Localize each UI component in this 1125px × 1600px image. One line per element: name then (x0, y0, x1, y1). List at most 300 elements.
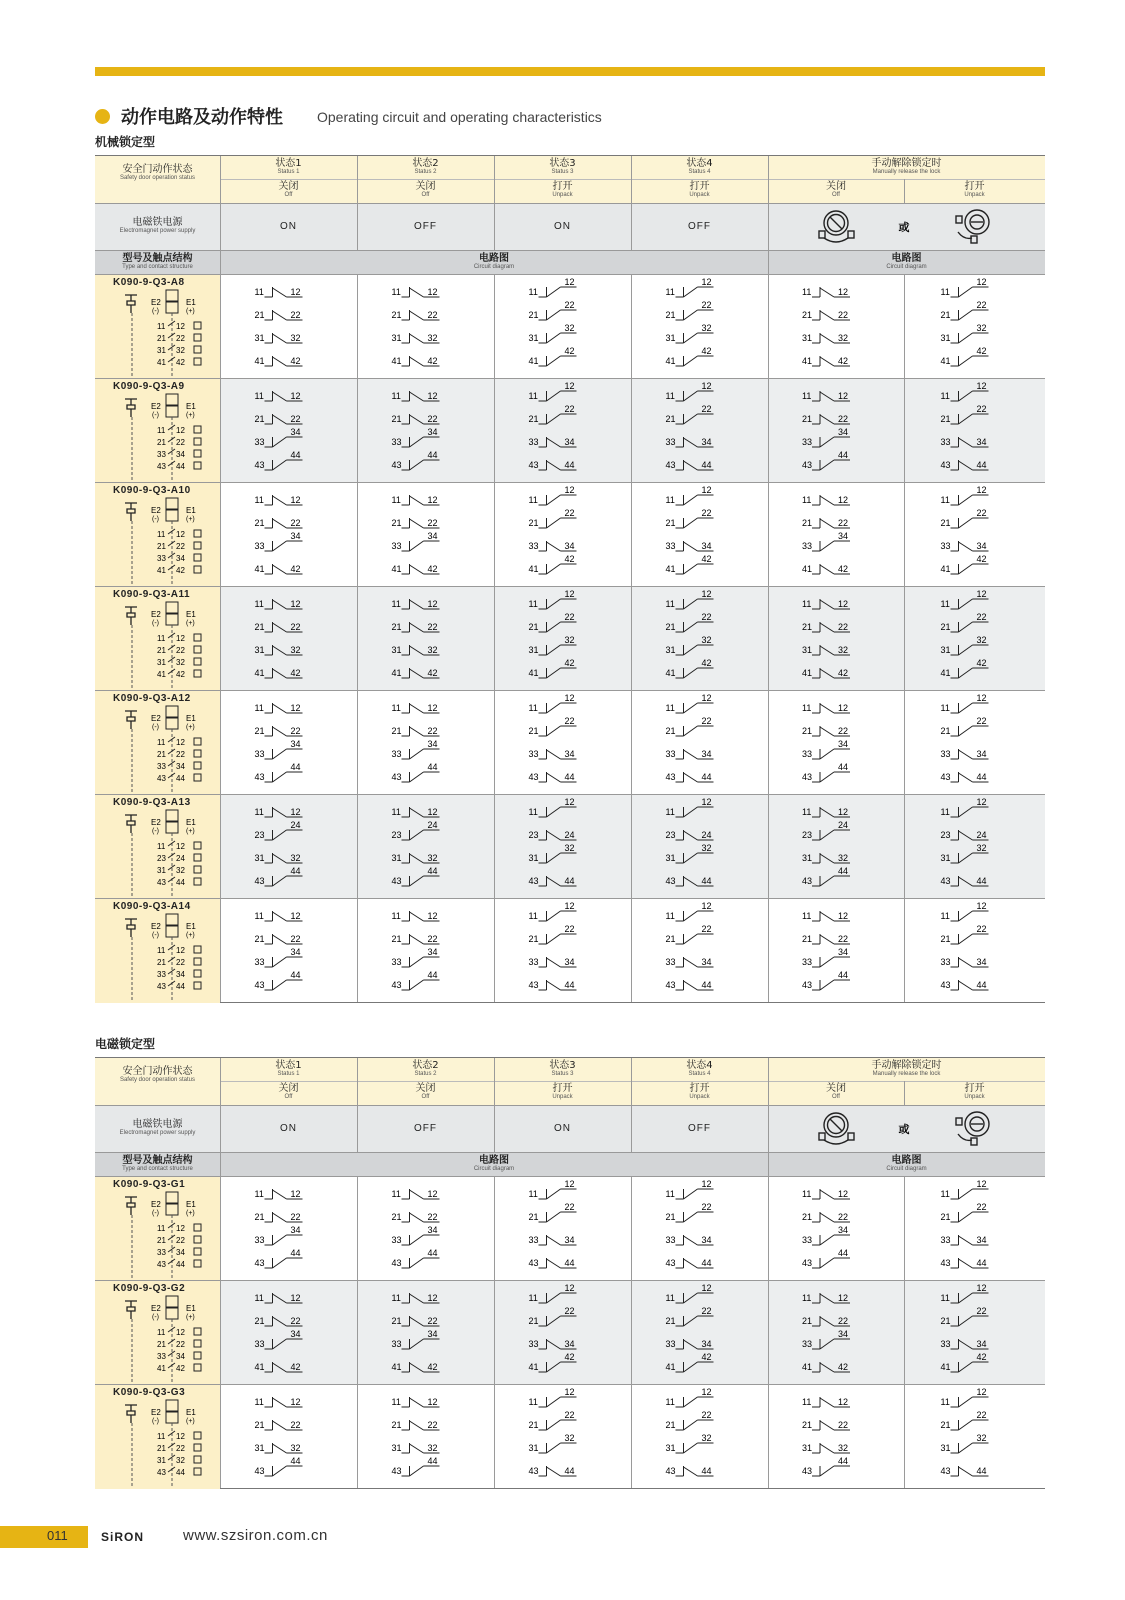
circuit-label-en: Circuit diagram (473, 1166, 515, 1172)
contact-terminal-label: 11 (940, 391, 950, 401)
contact-terminal-label: 21 (802, 1420, 813, 1430)
contact-terminal-label: 42 (290, 564, 301, 574)
contact-terminal-label: 12 (976, 277, 987, 287)
manual-release-label-en: Manually release the lock (872, 1071, 941, 1077)
circuit-diagram (220, 483, 357, 587)
coil-minus-label: (-) (152, 412, 159, 419)
contact-terminal-label: 34 (427, 1225, 438, 1235)
contact-structure-diagram (95, 497, 220, 587)
coil-minus-label: (-) (152, 308, 159, 315)
contact-pair-label: 12 (176, 530, 185, 539)
page-number: 011 (47, 1528, 68, 1543)
circuit-diagram (904, 899, 1045, 1003)
contact-terminal-label: 41 (665, 668, 676, 678)
door-state-cell (768, 181, 904, 199)
contact-terminal-label: 41 (391, 356, 402, 366)
contact-terminal-label: 22 (290, 1316, 301, 1326)
page-title (95, 103, 1045, 129)
column-divider (904, 1081, 905, 1105)
contact-terminal-label: 31 (665, 853, 676, 863)
contact-terminal-label: 33 (665, 1235, 676, 1245)
coil-e2-label: E2 (151, 1200, 161, 1209)
coil-plus-label: (+) (186, 620, 195, 627)
circuit-header (220, 253, 768, 271)
contact-terminal-label: 21 (391, 414, 402, 424)
contact-terminal-label: 22 (838, 1420, 849, 1430)
contact-terminal-label: 11 (391, 391, 401, 401)
circuit-diagram (220, 275, 357, 379)
contact-terminal-label: 42 (290, 1362, 301, 1372)
contact-terminal-label: 21 (802, 622, 813, 632)
contact-terminal-label: 22 (976, 612, 987, 622)
contact-terminal-label: 22 (976, 508, 987, 518)
contact-terminal-label: 22 (290, 1420, 301, 1430)
circuit-label: 电路图 (891, 1155, 922, 1166)
contact-terminal-label: 44 (290, 1456, 301, 1466)
contact-terminal-label: 21 (391, 622, 402, 632)
contact-terminal-label: 11 (254, 911, 264, 921)
contact-pair-label: 22 (176, 542, 185, 551)
contact-terminal-label: 43 (940, 980, 951, 990)
contact-terminal-label: 43 (254, 876, 265, 886)
contact-terminal-label: 33 (391, 1235, 402, 1245)
contact-terminal-label: 12 (564, 381, 575, 391)
coil-e1-label: E1 (186, 1200, 196, 1209)
circuit-diagram (904, 1385, 1045, 1489)
contact-terminal-label: 22 (427, 1212, 438, 1222)
contact-terminal-label: 21 (528, 1316, 539, 1326)
contact-terminal-label: 12 (564, 1283, 575, 1293)
contact-terminal-label: 21 (665, 518, 676, 528)
column-divider (768, 156, 769, 1002)
contact-pair-label: 44 (176, 878, 185, 887)
status-label-en: Status 3 (551, 169, 574, 175)
contact-terminal-label: 12 (427, 287, 438, 297)
type-label: 型号及触点结构 (122, 253, 193, 264)
contact-terminal-label: 22 (701, 924, 712, 934)
contact-terminal-label: 33 (528, 541, 539, 551)
contact-terminal-label: 44 (838, 450, 849, 460)
contact-terminal-label: 34 (564, 1235, 575, 1245)
contact-terminal-label: 32 (976, 323, 987, 333)
contact-terminal-label: 33 (254, 957, 265, 967)
contact-terminal-label: 21 (940, 518, 951, 528)
contact-terminal-label: 44 (701, 772, 712, 782)
contact-terminal-label: 43 (254, 980, 265, 990)
contact-terminal-label: 24 (564, 830, 575, 840)
contact-terminal-label: 42 (564, 554, 575, 564)
contact-terminal-label: 43 (528, 876, 539, 886)
contact-terminal-label: 22 (290, 414, 301, 424)
status-header (220, 158, 357, 176)
contact-terminal-label: 11 (528, 911, 538, 921)
contact-terminal-label: 21 (254, 414, 265, 424)
contact-terminal-label: 22 (290, 726, 301, 736)
circuit-diagram (631, 1177, 768, 1281)
contact-terminal-label: 44 (976, 1258, 987, 1268)
contact-terminal-label: 42 (427, 356, 438, 366)
contact-terminal-label: 22 (564, 1410, 575, 1420)
contact-terminal-label: 43 (802, 1258, 813, 1268)
door-state-cell (768, 1083, 904, 1101)
contact-terminal-label: 32 (427, 1443, 438, 1453)
contact-terminal-label: 31 (665, 333, 676, 343)
contact-terminal-label: 11 (528, 1293, 538, 1303)
contact-terminal-label: 12 (427, 1293, 438, 1303)
contact-terminal-label: 44 (427, 970, 438, 980)
contact-terminal-label: 43 (254, 1258, 265, 1268)
contact-terminal-label: 11 (940, 287, 950, 297)
contact-terminal-label: 12 (838, 703, 849, 713)
door-state-cell (631, 181, 768, 199)
contact-terminal-label: 42 (976, 554, 987, 564)
contact-pair-label: 33 (157, 554, 166, 563)
door-status-header (95, 164, 220, 182)
contact-terminal-label: 11 (391, 495, 401, 505)
status-label: 状态4 (686, 158, 713, 169)
contact-terminal-label: 41 (254, 1362, 265, 1372)
contact-terminal-label: 12 (290, 599, 301, 609)
contact-terminal-label: 34 (976, 957, 987, 967)
contact-terminal-label: 12 (838, 495, 849, 505)
column-divider (631, 156, 632, 250)
contact-terminal-label: 24 (701, 830, 712, 840)
contact-terminal-label: 12 (976, 693, 987, 703)
contact-pair-label: 12 (176, 1328, 185, 1337)
contact-pair-label: 43 (157, 982, 166, 991)
contact-terminal-label: 41 (391, 668, 402, 678)
manual-release-label-en: Manually release the lock (872, 169, 941, 175)
contact-terminal-label: 34 (976, 1339, 987, 1349)
contact-terminal-label: 44 (976, 460, 987, 470)
contact-terminal-label: 44 (976, 876, 987, 886)
contact-terminal-label: 33 (391, 957, 402, 967)
contact-terminal-label: 22 (564, 300, 575, 310)
contact-terminal-label: 21 (802, 414, 813, 424)
contact-terminal-label: 33 (254, 541, 265, 551)
door-state-label: 打开 (552, 181, 573, 192)
contact-pair-label: 12 (176, 1432, 185, 1441)
coil-plus-label: (+) (186, 1314, 195, 1321)
model-name: K090-9-Q3-A14 (113, 901, 191, 912)
contact-terminal-label: 34 (701, 1235, 712, 1245)
status-header (494, 158, 631, 176)
contact-terminal-label: 32 (838, 1443, 849, 1453)
model-name: K090-9-Q3-A9 (113, 381, 185, 392)
door-status-label-en: Safety door operation status (119, 175, 196, 181)
power-supply-label-en: Electromagnet power supply (119, 1130, 196, 1136)
contact-terminal-label: 12 (427, 391, 438, 401)
header-divider (220, 179, 1045, 180)
key-lock-icon (819, 1113, 854, 1144)
contact-terminal-label: 21 (528, 518, 539, 528)
model-name: K090-9-Q3-A10 (113, 485, 191, 496)
contact-pair-label: 21 (157, 334, 166, 343)
contact-terminal-label: 42 (838, 356, 849, 366)
contact-terminal-label: 42 (701, 346, 712, 356)
contact-terminal-label: 33 (665, 1339, 676, 1349)
contact-pair-label: 21 (157, 542, 166, 551)
circuit-diagram (494, 691, 631, 795)
coil-plus-label: (+) (186, 516, 195, 523)
door-state-label: 打开 (964, 1083, 985, 1094)
contact-terminal-label: 33 (802, 1339, 813, 1349)
circuit-diagram (220, 795, 357, 899)
contact-terminal-label: 33 (528, 957, 539, 967)
contact-terminal-label: 43 (802, 980, 813, 990)
contact-terminal-label: 22 (564, 1306, 575, 1316)
model-row (95, 482, 1045, 587)
circuit-diagram (904, 275, 1045, 379)
contact-terminal-label: 41 (940, 564, 951, 574)
contact-terminal-label: 31 (940, 645, 951, 655)
contact-pair-label: 22 (176, 1236, 185, 1245)
column-divider (357, 274, 358, 1002)
contact-pair-label: 12 (176, 946, 185, 955)
model-row (95, 1384, 1045, 1489)
circuit-diagram (220, 379, 357, 483)
contact-terminal-label: 41 (802, 356, 813, 366)
model-name: K090-9-Q3-A12 (113, 693, 191, 704)
model-row (95, 898, 1045, 1003)
contact-terminal-label: 33 (254, 1235, 265, 1245)
door-state-label-en: Unpack (689, 1094, 710, 1100)
column-divider (494, 1058, 495, 1152)
circuit-diagram (768, 1281, 904, 1385)
contact-terminal-label: 11 (391, 911, 401, 921)
contact-terminal-label: 12 (838, 599, 849, 609)
contact-terminal-label: 31 (528, 333, 539, 343)
contact-terminal-label: 11 (940, 911, 950, 921)
contact-terminal-label: 12 (290, 1397, 301, 1407)
circuit-diagram (904, 587, 1045, 691)
door-state-cell (220, 1083, 357, 1101)
contact-terminal-label: 42 (564, 346, 575, 356)
contact-terminal-label: 33 (665, 957, 676, 967)
contact-terminal-label: 22 (976, 1410, 987, 1420)
contact-terminal-label: 33 (254, 437, 265, 447)
contact-terminal-label: 44 (290, 762, 301, 772)
contact-pair-label: 12 (176, 634, 185, 643)
contact-terminal-label: 11 (528, 1397, 538, 1407)
status-label-en: Status 4 (688, 1071, 711, 1077)
contact-terminal-label: 44 (427, 450, 438, 460)
contact-terminal-label: 12 (290, 495, 301, 505)
power-value: OFF (688, 221, 711, 232)
door-state-label-en: Unpack (552, 1094, 573, 1100)
contact-terminal-label: 22 (976, 924, 987, 934)
contact-terminal-label: 41 (802, 564, 813, 574)
column-divider (494, 1176, 495, 1488)
contact-terminal-label: 22 (427, 1420, 438, 1430)
contact-pair-label: 11 (157, 738, 166, 747)
contact-terminal-label: 12 (838, 807, 849, 817)
contact-terminal-label: 11 (802, 391, 812, 401)
contact-terminal-label: 21 (254, 310, 265, 320)
contact-terminal-label: 31 (940, 333, 951, 343)
contact-terminal-label: 21 (665, 414, 676, 424)
status-label: 状态4 (686, 1060, 713, 1071)
type-label-en: Type and contact structure (122, 264, 193, 270)
contact-terminal-label: 12 (290, 287, 301, 297)
circuit-diagram (768, 691, 904, 795)
contact-terminal-label: 12 (976, 589, 987, 599)
model-structure-cell (95, 586, 220, 691)
contact-terminal-label: 41 (802, 668, 813, 678)
contact-terminal-label: 32 (838, 645, 849, 655)
contact-pair-label: 42 (176, 670, 185, 679)
contact-terminal-label: 41 (940, 1362, 951, 1372)
contact-terminal-label: 43 (528, 772, 539, 782)
contact-terminal-label: 11 (391, 1397, 401, 1407)
contact-terminal-label: 34 (564, 749, 575, 759)
circuit-diagram (768, 795, 904, 899)
power-supply-row (95, 1105, 1045, 1153)
door-state-label: 关闭 (415, 1083, 436, 1094)
model-row (95, 378, 1045, 483)
contact-terminal-label: 12 (838, 1189, 849, 1199)
contact-terminal-label: 42 (701, 554, 712, 564)
contact-pair-label: 21 (157, 1444, 166, 1453)
contact-terminal-label: 23 (665, 830, 676, 840)
coil-e2-label: E2 (151, 506, 161, 515)
contact-terminal-label: 12 (427, 1397, 438, 1407)
contact-terminal-label: 22 (564, 508, 575, 518)
door-state-cell (904, 1083, 1045, 1101)
contact-terminal-label: 21 (802, 1316, 813, 1326)
contact-terminal-label: 34 (564, 957, 575, 967)
type-header (95, 253, 220, 271)
contact-pair-label: 12 (176, 1224, 185, 1233)
contact-terminal-label: 31 (802, 333, 813, 343)
contact-terminal-label: 43 (528, 980, 539, 990)
contact-pair-label: 23 (157, 854, 166, 863)
contact-pair-label: 21 (157, 1236, 166, 1245)
status-label-en: Status 2 (414, 169, 437, 175)
contact-terminal-label: 43 (802, 772, 813, 782)
contact-terminal-label: 21 (940, 1420, 951, 1430)
circuit-diagram (494, 795, 631, 899)
contact-terminal-label: 21 (254, 622, 265, 632)
circuit-diagram (494, 1281, 631, 1385)
contact-terminal-label: 22 (290, 622, 301, 632)
door-status-header (95, 1066, 220, 1084)
contact-terminal-label: 34 (976, 749, 987, 759)
contact-terminal-label: 23 (391, 830, 402, 840)
contact-terminal-label: 11 (665, 287, 675, 297)
contact-terminal-label: 43 (665, 772, 676, 782)
contact-terminal-label: 32 (290, 333, 301, 343)
contact-terminal-label: 33 (391, 1339, 402, 1349)
contact-terminal-label: 21 (528, 726, 539, 736)
contact-structure-diagram (95, 1295, 220, 1385)
contact-terminal-label: 31 (391, 645, 402, 655)
contact-terminal-label: 21 (254, 726, 265, 736)
contact-terminal-label: 22 (701, 404, 712, 414)
contact-terminal-label: 21 (665, 934, 676, 944)
column-divider (768, 1058, 769, 1488)
circuit-diagram (768, 587, 904, 691)
contact-terminal-label: 22 (701, 508, 712, 518)
contact-terminal-label: 44 (701, 460, 712, 470)
contact-terminal-label: 21 (391, 1212, 402, 1222)
contact-terminal-label: 21 (254, 934, 265, 944)
contact-pair-label: 43 (157, 774, 166, 783)
contact-pair-label: 33 (157, 1248, 166, 1257)
contact-terminal-label: 43 (528, 1466, 539, 1476)
contact-terminal-label: 41 (802, 1362, 813, 1372)
contact-pair-label: 44 (176, 1260, 185, 1269)
contact-terminal-label: 32 (564, 843, 575, 853)
contact-pair-label: 43 (157, 1260, 166, 1269)
contact-terminal-label: 12 (427, 1189, 438, 1199)
contact-structure-diagram (95, 1191, 220, 1281)
contact-terminal-label: 34 (976, 437, 987, 447)
website-link[interactable]: www.szsiron.com.cn (183, 1527, 328, 1544)
type-header-row (95, 250, 1045, 275)
model-structure-cell (95, 1384, 220, 1489)
contact-terminal-label: 42 (564, 658, 575, 668)
contact-terminal-label: 12 (976, 1387, 987, 1397)
contact-terminal-label: 32 (976, 635, 987, 645)
contact-terminal-label: 44 (976, 772, 987, 782)
coil-e1-label: E1 (186, 506, 196, 515)
contact-terminal-label: 12 (427, 495, 438, 505)
contact-terminal-label: 11 (391, 703, 401, 713)
contact-terminal-label: 33 (940, 749, 951, 759)
contact-terminal-label: 22 (976, 1202, 987, 1212)
model-row (95, 1176, 1045, 1281)
contact-terminal-label: 31 (940, 1443, 951, 1453)
contact-terminal-label: 44 (290, 450, 301, 460)
manual-key-release-icon (768, 1106, 1040, 1152)
contact-terminal-label: 24 (838, 820, 849, 830)
contact-pair-label: 12 (176, 322, 185, 331)
contact-terminal-label: 32 (427, 645, 438, 655)
contact-terminal-label: 34 (976, 541, 987, 551)
contact-terminal-label: 12 (564, 1387, 575, 1397)
column-divider (904, 179, 905, 203)
contact-terminal-label: 22 (564, 924, 575, 934)
contact-terminal-label: 32 (290, 645, 301, 655)
coil-plus-label: (+) (186, 412, 195, 419)
contact-terminal-label: 12 (427, 703, 438, 713)
contact-terminal-label: 44 (564, 1466, 575, 1476)
contact-terminal-label: 11 (391, 1189, 401, 1199)
contact-pair-label: 44 (176, 1468, 185, 1477)
contact-terminal-label: 43 (665, 460, 676, 470)
door-state-cell (631, 1083, 768, 1101)
door-state-label-en: Off (832, 1094, 840, 1100)
contact-terminal-label: 11 (528, 391, 538, 401)
contact-terminal-label: 12 (290, 703, 301, 713)
contact-terminal-label: 34 (838, 1225, 849, 1235)
contact-terminal-label: 44 (564, 772, 575, 782)
contact-pair-label: 32 (176, 1456, 185, 1465)
circuit-diagram (494, 587, 631, 691)
contact-terminal-label: 31 (391, 1443, 402, 1453)
contact-terminal-label: 21 (665, 1212, 676, 1222)
contact-terminal-label: 43 (940, 876, 951, 886)
coil-minus-label: (-) (152, 932, 159, 939)
contact-terminal-label: 12 (290, 1189, 301, 1199)
door-state-label: 打开 (689, 1083, 710, 1094)
contact-terminal-label: 11 (254, 287, 264, 297)
power-value: OFF (688, 1123, 711, 1134)
contact-terminal-label: 41 (528, 668, 539, 678)
contact-pair-label: 11 (157, 842, 166, 851)
circuit-diagram (904, 1177, 1045, 1281)
